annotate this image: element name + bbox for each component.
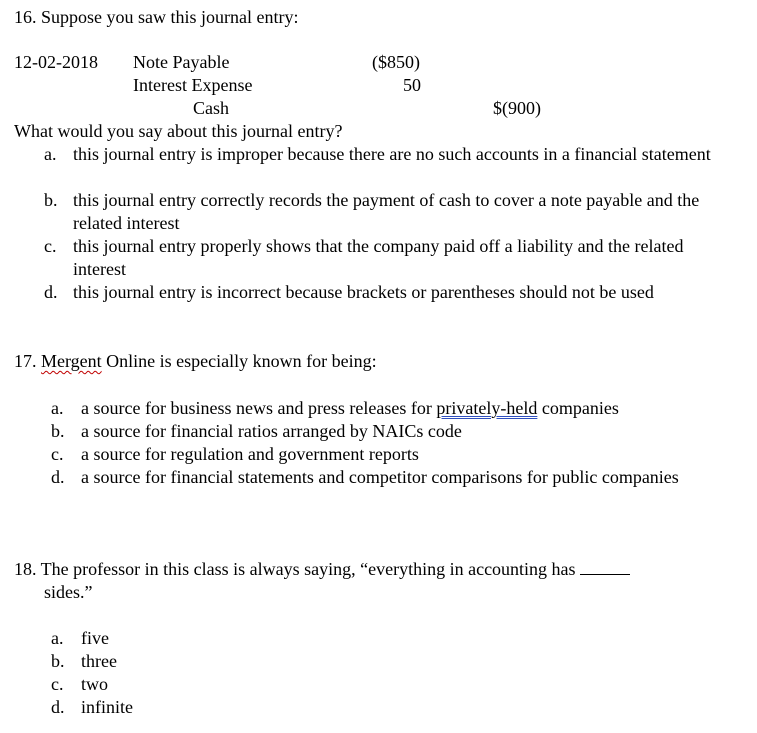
journal-line1-account: Note Payable bbox=[133, 52, 230, 72]
q17-source-name: Mergent bbox=[41, 351, 102, 371]
answer-blank bbox=[580, 558, 630, 575]
option-text: a source for regulation and government reports bbox=[81, 444, 419, 464]
option-letter: b. bbox=[44, 190, 58, 210]
option-letter: c. bbox=[51, 444, 64, 464]
option-letter: b. bbox=[51, 651, 65, 671]
journal-line2-debit: 50 bbox=[403, 75, 421, 95]
q18-prompt-end: sides.” bbox=[44, 582, 93, 602]
option-text: this journal entry properly shows that the company paid off a liability and the related interest bbox=[73, 236, 684, 279]
option-letter: d. bbox=[44, 282, 58, 302]
journal-line2-account: Interest Expense bbox=[133, 75, 253, 95]
option-letter: a. bbox=[51, 398, 64, 418]
q16-prompt: 16. Suppose you saw this journal entry: bbox=[14, 7, 299, 27]
option-letter: d. bbox=[51, 467, 65, 487]
option-text: five bbox=[81, 628, 109, 648]
option-text: three bbox=[81, 651, 117, 671]
option-letter: c. bbox=[51, 674, 64, 694]
option-letter: d. bbox=[51, 697, 65, 717]
option-letter: b. bbox=[51, 421, 65, 441]
journal-line3-account: Cash bbox=[193, 98, 229, 118]
option-text: this journal entry is improper because there are no such accounts in a financial statement bbox=[73, 144, 711, 164]
option-text: this journal entry is incorrect because brackets or parentheses should not be used bbox=[73, 282, 654, 302]
q17-prompt bbox=[14, 350, 377, 373]
q18-prompt-start: 18. The professor in this class is always saying, “everything in accounting has bbox=[14, 559, 576, 579]
option-text: a source for financial statements and competitor comparisons for public companies bbox=[81, 467, 679, 487]
journal-date: 12-02-2018 bbox=[14, 52, 98, 72]
option-text: a source for financial ratios arranged by NAICs code bbox=[81, 421, 462, 441]
option-text-before: a source for business news and press releases for bbox=[81, 398, 432, 418]
journal-line3-credit: $(900) bbox=[493, 98, 541, 118]
option-text: two bbox=[81, 674, 108, 694]
option-text bbox=[81, 397, 721, 420]
q18-prompt bbox=[14, 558, 630, 581]
journal-line1-debit: ($850) bbox=[372, 52, 420, 72]
q16-question: What would you say about this journal entry? bbox=[14, 121, 343, 141]
q17-prompt-text: Online is especially known for being: bbox=[106, 351, 377, 371]
q17-number: 17. bbox=[14, 351, 37, 371]
option-text-after: companies bbox=[541, 398, 619, 418]
option-letter: a. bbox=[51, 628, 64, 648]
option-text-flagged: privately-held bbox=[436, 398, 538, 418]
option-text: this journal entry correctly records the payment of cash to cover a note payable and the related interest bbox=[73, 190, 700, 233]
option-letter: a. bbox=[44, 144, 57, 164]
option-text: infinite bbox=[81, 697, 133, 717]
option-letter: c. bbox=[44, 236, 57, 256]
